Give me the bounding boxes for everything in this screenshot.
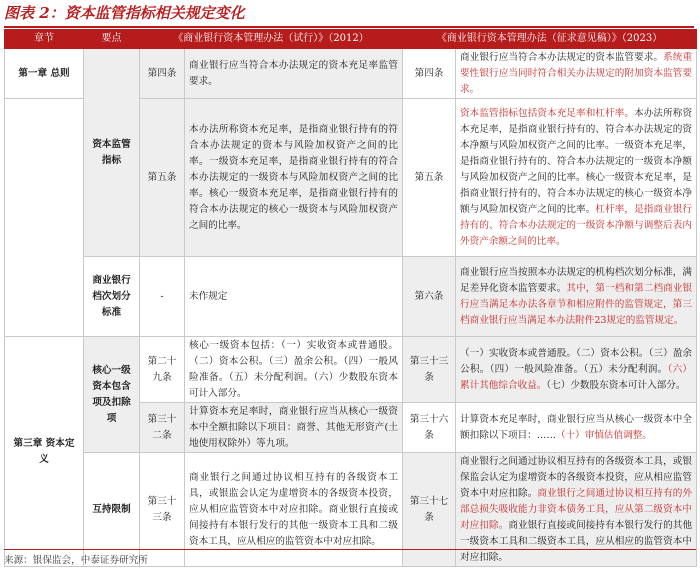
new-article-cell: 第六条 [403, 257, 456, 337]
header-chapter: 章节 [5, 30, 84, 49]
chapter-cell-empty [5, 99, 84, 337]
old-text-cell: 商业银行应当符合本办法规定的资本充足率监管要求。 [185, 49, 403, 99]
new-text-cell [456, 49, 697, 99]
old-text-cell: 商业银行之间通过协议相互持有的各级资本工具，或银监会认定为虚增资本的各级资本投资，应从相应监管资本中对应扣除。商业银行直接或间接持有本银行发行的其他一级资本工具和二级资本工具，应从相应的监管资本中对应扣除。 [185, 453, 403, 567]
regulation-comparison-table [4, 29, 697, 567]
new-text-plain: 商业银行直接或间接持有本银行发行的其他一级资本工具和二级资本工具，应从相应的监管资本中对应扣除。 [460, 519, 693, 563]
header-key-point: 要点 [84, 30, 140, 49]
new-text-cell [456, 99, 697, 257]
new-text-highlight: 其中，第一档和第二档商业银行应当满足本办法各章节和相应附件的监管规定，第三档商业银行应当满足本办法附件23规定的监管规定。 [460, 282, 693, 326]
new-text-highlight: （六）累计其他综合收益。 [460, 363, 693, 391]
old-text-cell: 本办法所称资本充足率，是指商业银行持有的符合本办法规定的资本与风险加权资产之间的比率。一级资本充足率，是指商业银行持有的符合本办法规定的一级资本与风险加权资产之间的比率。核心一级资本充足率，是指商业银行持有的符合本办法规定的核心一级资本与风险加权资产之间的比率。 [185, 99, 403, 257]
new-text-highlight: 资本监管指标包括资本充足率和杠杆率。 [460, 107, 635, 119]
key-point-cell: 核心一级资本包含项及扣除项 [84, 337, 140, 453]
table-header-row [5, 30, 697, 49]
old-text-cell: 计算资本充足率时，商业银行应当从核心一级资本中全额扣除以下项目：商誉、其他无形资产(土地使用权除外）等九项。 [185, 403, 403, 453]
new-text-plain: 商业银行应当符合本办法规定的资本监管要求。 [460, 51, 664, 63]
new-text-highlight: 商业银行之间通过协议相互持有的外部总损失吸收能力非资本债务工具，应从第二级资本中对应扣除。 [460, 487, 693, 531]
new-text-plain: （一）实收资本或普通股。（二）资本公积。（三）盈余公积。（四）一般风险准备。（五）未分配利润。 [460, 347, 693, 375]
key-point-cell: 互持限制 [84, 453, 140, 567]
new-text-plain: 计算资本充足率时，商业银行应当从核心一级资本中全额扣除以下项目：…… [460, 413, 693, 441]
header-old-law: 《商业银行资本管理办法（试行）》（2012） [140, 30, 403, 49]
new-text-cell [456, 257, 697, 337]
key-point-cell: 商业银行档次划分标准 [84, 257, 140, 337]
key-point-cell: 资本监管指标 [84, 49, 140, 257]
old-article-cell: 第五条 [140, 99, 185, 257]
new-text-plain: 商业银行应当按照本办法规定的机构档次划分标准，满足差异化资本监管要求。 [460, 266, 693, 294]
new-text-highlight: 杠杆率，是指商业银行持有的、符合本办法规定的一级资本净额与调整后表内外资产余额之间的比率。 [460, 203, 693, 247]
old-article-cell: 第三十三条 [140, 453, 185, 567]
old-article-cell: 第二十九条 [140, 337, 185, 403]
new-article-cell: 第三十七条 [403, 453, 456, 567]
new-text-plain: 商业银行之间通过协议相互持有的各级资本工具，或银保监会认定为虚增资本的各级资本投资，应从相应监管资本中对应扣除。 [460, 455, 693, 499]
old-text-cell: 核心一级资本包括：（一）实收资本或普通股。（二）资本公积。（三）盈余公积。（四）一般风险准备。（五）未分配利润。（六）少数股东资本可计入部分。 [185, 337, 403, 403]
new-article-cell: 第三十三条 [403, 337, 456, 403]
figure-title-bar [4, 2, 694, 28]
old-text-cell: 未作规定 [185, 257, 403, 337]
chapter-cell: 第三章 资本定义 [5, 337, 84, 567]
figure-title: 图表 2：资本监管指标相关规定变化 [4, 4, 245, 22]
new-article-cell: 第三十六条 [403, 403, 456, 453]
new-article-cell: 第四条 [403, 49, 456, 99]
old-article-cell: 第四条 [140, 49, 185, 99]
old-article-cell: - [140, 257, 185, 337]
table-row [5, 49, 697, 99]
table-row [5, 337, 697, 403]
new-text-highlight: （十）审慎估值调整。 [555, 429, 652, 441]
table-row [5, 257, 697, 337]
chapter-cell: 第一章 总则 [5, 49, 84, 99]
new-article-cell: 第五条 [403, 99, 456, 257]
header-new-law: 《商业银行资本管理办法（征求意见稿）》（2023） [403, 30, 697, 49]
new-text-cell [456, 337, 697, 403]
source-divider [4, 549, 696, 550]
new-text-cell [456, 403, 697, 453]
source-note: 来源：银保监会，中泰证券研究所 [4, 555, 148, 566]
new-text-plain: 本办法所称资本充足率，是指商业银行持有的、符合本办法规定的资本净额与风险加权资产之间的比率。一级资本充足率，是指商业银行持有的、符合本办法规定的一级资本净额与风险加权资产之间的比率。核心一级资本充足率，是指商业银行持有的、符合本办法规定的核心一级资本净额与风险加权资产之间的比率。 [460, 107, 693, 215]
new-text-highlight: 系统重要性银行应当同时符合相关办法规定的附加资本监管要求。 [460, 51, 693, 95]
old-article-cell: 第三十二条 [140, 403, 185, 453]
new-text-plain: （七）少数股东资本可计入部分。 [546, 379, 686, 391]
